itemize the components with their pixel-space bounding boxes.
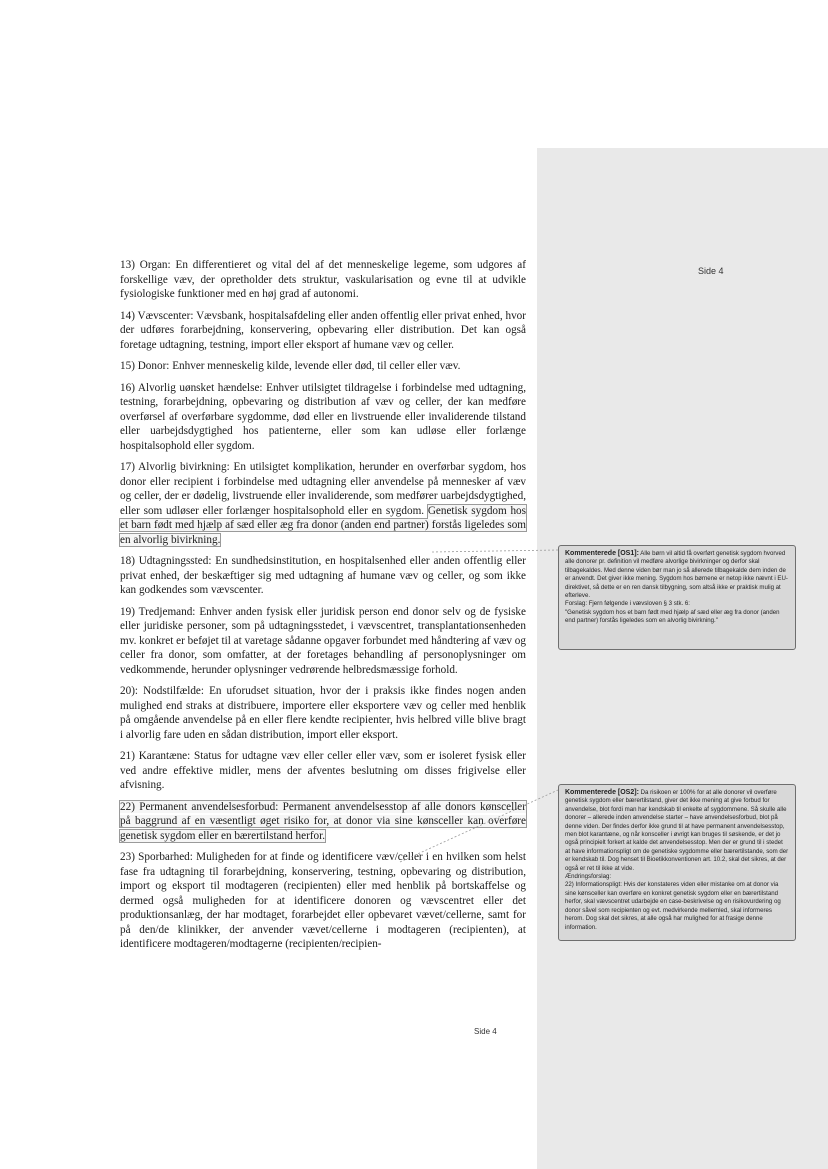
comment-os2-line-3: 22) Informationspligt: Hvis der konstateres viden eller mistanke om at donor via sine kønsceller kan overføre en konkret genetisk sygdom eller en bærertilstand herfor, skal vævscentret udarbejde en case-beskrivelse og en risikovurdering og donor såvel som recipienten og evt. medvirkende mellemled, skal informeres herom. Dog skal det sikres, at alle også har mulighed for at frasige denne information. [565, 881, 781, 931]
definition-20: 20): Nodstilfælde: En uforudset situation, hvor der i praksis ikke findes nogen anden mulighed end straks at distribuere, importere eller eksportere væv og celler med henblik på omgående anvendelse på en eller flere kendte recipienter, hvis helbred ville blive bragt i alvorlig fare uden en sådan distribution, import eller eksport. [120, 685, 526, 741]
comment-os1[interactable] [558, 545, 796, 650]
comment-os1-line-2: Forslag: Fjern følgende i vævsloven § 3 stk. 6: [565, 600, 690, 608]
comment-os1-title: Kommenterede [OS1]: [565, 550, 639, 557]
comment-os2[interactable] [558, 784, 796, 941]
definition-17-text: 17) Alvorlig bivirkning: En utilsigtet komplikation, herunder en overførbar sygdom, hos donor eller recipient i forbindelse med udtagning eller anvendelse på mennesker af væv og celler, der er dødelig, livstruende eller invaliderende, som medfører uarbejdsdygtighed, eller som udløser eller forlænger hospitalsophold eller en sygdom. [120, 461, 526, 517]
commented-text-os2[interactable]: 22) Permanent anvendelsesforbud: Permanent anvendelsesstop af alle donors kønsceller på baggrund af en væsentligt øget risiko for, at donor via sine kønsceller kan overføre genetisk sygdom eller en bærertilstand herfor. [120, 800, 526, 842]
comment-os2-title: Kommenterede [OS2]: [565, 789, 639, 796]
definition-19: 19) Tredjemand: Enhver anden fysisk eller juridisk person end donor selv og de fysiske eller juridiske personer, som på udtagningsstedet, i vævscentret, transplantationsenheden mv. konkret er beføjet til at varetage sådanne opgaver forbundet med håndtering af væv og celler fra donor, som omfatter, at der foretages behandling af personoplysninger om vedkommende, herunder oplysninger vedrørende helbredsmæssige forhold. [120, 605, 526, 676]
comment-os2-line-2: Ændringsforslag: [565, 873, 612, 881]
definition-18: 18) Udtagningssted: En sundhedsinstitution, en hospitalsenhed eller anden offentlig eller privat enhed, der beskæftiger sig med udtagning af humane væv og celler, og som ikke kan godkendes som vævscenter. [120, 555, 526, 596]
comment-os1-line-1: Alle børn vil altid få overført genetisk sygdom hvorved alle donorer pr. definition vil medføre alvorlige bivirkninger og derfor skal tilbagekaldes. Med denne viden bør man jo så allerede tilbagekalde dem inden de er anvendt. Det giver ikke mening. Sygdom hos børnene er netop ikke nævnt i EU-direktivet, så dette er en ren dansk tilbygning, som altså ikke er praktisk mulig at efterleve. [565, 550, 788, 600]
definition-13: 13) Organ: En differentieret og vital del af det menneskelige legeme, som udgores af forskellige væv, der opretholder dets struktur, vaskularisation og evne til at udvikle fysiologiske funktioner med en høj grad af autonomi. [120, 259, 526, 300]
definition-16: 16) Alvorlig uønsket hændelse: Enhver utilsigtet tildragelse i forbindelse med udtagning, testning, forarbejdning, opbevaring og distribution af væv og celler, der kan medføre overførsel af overførbare sygdomme, død eller en livstruende eller invaliderende tilstand eller uarbejdsdygtighed hos patienterne, eller som kan udløse eller forlænge hospitalsophold eller sygdom. [120, 381, 526, 452]
connector-os1 [432, 550, 558, 552]
definition-14: 14) Vævscenter: Vævsbank, hospitalsafdeling eller anden offentlig eller privat enhed, hvor der udføres forarbejdning, konservering, opbevaring eller distribution. Det kan også foretage udtagning, testning, import eller eksport af humane væv og celler. [120, 309, 526, 351]
commented-text-os1[interactable]: Genetisk sygdom hos et barn født med hjælp af sæd eller æg fra donor (anden end partner) forstås ligeledes som en alvorlig bivirkning. [120, 504, 526, 546]
comment-os1-line-3: "Genetisk sygdom hos et barn født med hjælp af sæd eller æg fra donor (anden end partner) forstås ligeledes som en alvorlig bivirkning." [565, 608, 780, 625]
definition-15: 15) Donor: Enhver menneskelig kilde, levende eller død, til celler eller væv. [120, 360, 461, 372]
comment-os2-line-1: Da risikoen er 100% for at alle donorer vil overføre genetisk sygdom eller bærertilstand, giver det ikke mening at give forbud for anvendelse, blot fordi man har kendskab til enkelte af sygdommene. Så skulle alle donorer – allerede inden anvendelse starter – have anvendelsesforbud, blot på denne viden. Der findes derfor ikke grund til at have permanent anvendelsesstop, men blot karantæne, og når konsceller i øvrigt kan bruges til søskende, er det jo også principielt forkert at kalde det anvendelsesstop. Men der er grund til i stedet at have informationspligt om de genetiske sygdomme eller bærertilstande, som der er kendskab til. Dog henset til Bioetikkonventionen art. 10.2, skal det sikres, at der også er ret til ikke at vide. [565, 789, 789, 872]
definition-23: 23) Sporbarhed: Muligheden for at finde og identificere væv/celler i en hvilken som helst fase fra udtagning til forarbejdning, konservering, testning, opbevaring og distribution, import og eksport til modtageren (recipienten) eller med henblik på bortskaffelse og dermed også muligheden for at identificere donoren og vævscentret eller det produktionsanlæg, der har modtaget, forarbejdet eller opbevaret vævet/cellerne, samt for på den/de klinikker, der anvender vævet/cellerne i modtageren (recipienten), at identificere modtageren/modtagerne (recipienten/recipien- [120, 851, 526, 950]
side-page-label: Side 4 [698, 266, 724, 276]
definition-21: 21) Karantæne: Status for udtagne væv eller celler eller væv, som er isoleret fysisk eller ved andre effektive midler, mens der afventes beslutning om disses frigivelse eller afvisning. [120, 750, 526, 791]
footer-page-number: Side 4 [474, 1027, 497, 1036]
connector-os2 [400, 790, 558, 862]
